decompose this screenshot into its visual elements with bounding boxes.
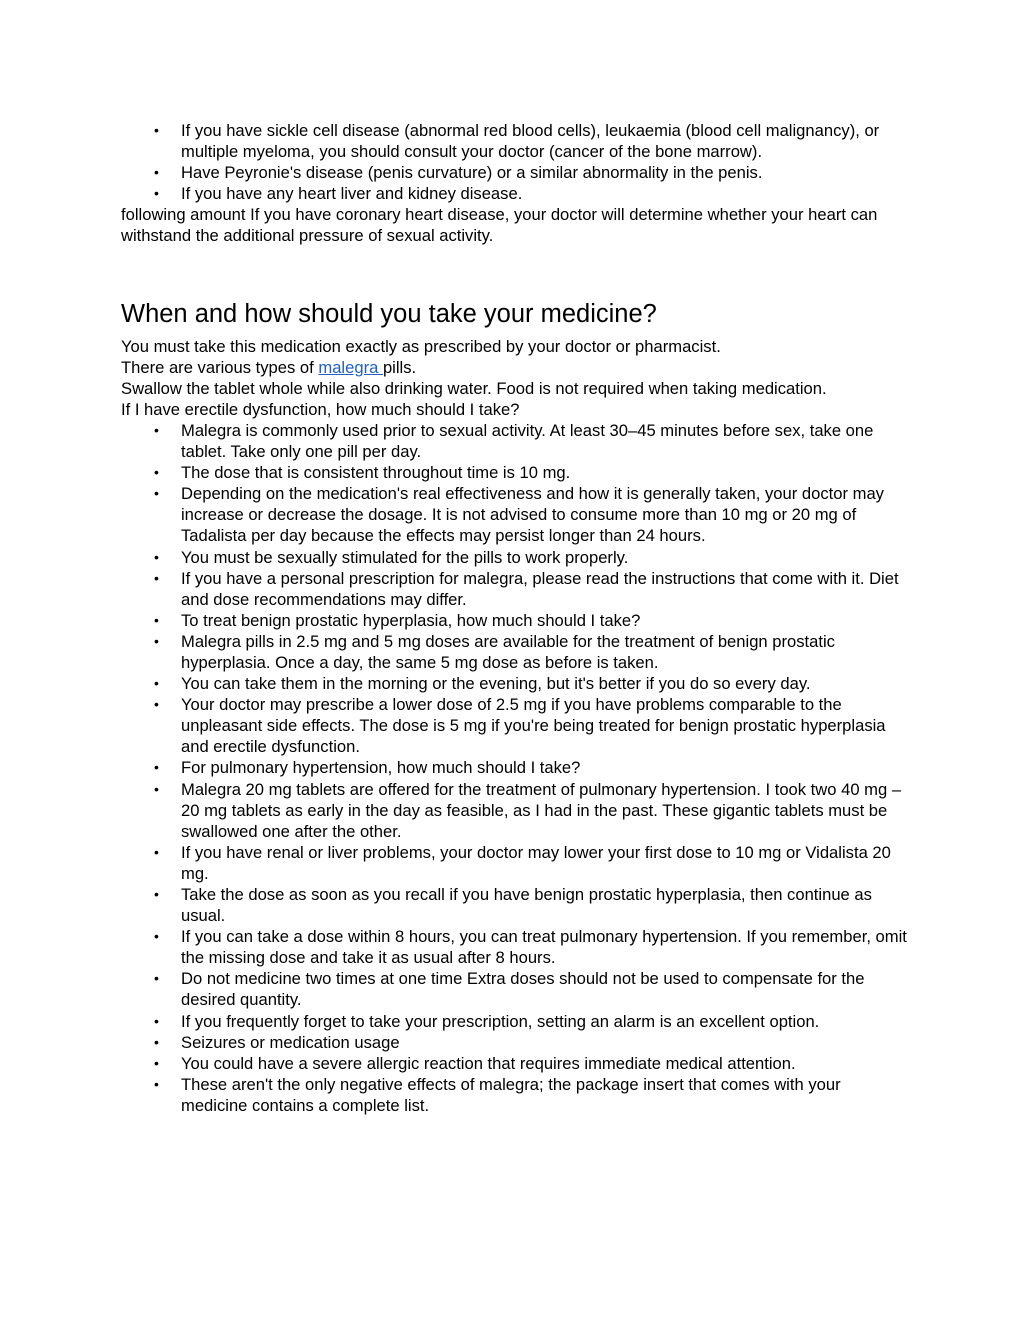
spacer bbox=[121, 247, 911, 299]
list-item-text: The dose that is consistent throughout time is 10 mg. bbox=[181, 463, 571, 483]
list-item-text: Depending on the medication's real effectiveness and how it is generally taken, your doctor may increase or decrease the dosage. It is not advised to consume more than 10 mg or 20 mg of Tadalista per day because the effects may persist longer than 24 hours. bbox=[181, 484, 884, 546]
bullet-icon: • bbox=[154, 1012, 159, 1029]
list-item-text: Seizures or medication usage bbox=[181, 1032, 400, 1052]
list-item bbox=[121, 926, 911, 968]
list-item-text: If you have renal or liver problems, your doctor may lower your first dose to 10 mg or Vidalista 20 mg. bbox=[181, 842, 891, 883]
bullet-icon: • bbox=[154, 970, 159, 987]
list-item-text: If you frequently forget to take your prescription, setting an alarm is an excellent option. bbox=[181, 1011, 820, 1031]
list-item bbox=[121, 462, 911, 483]
bullet-icon: • bbox=[154, 1054, 159, 1071]
list-item bbox=[121, 1074, 911, 1116]
list-item bbox=[121, 1053, 911, 1074]
list-item bbox=[121, 420, 911, 462]
bullet-icon: • bbox=[154, 886, 159, 902]
bullet-icon: • bbox=[154, 843, 159, 860]
list-item bbox=[121, 610, 911, 631]
list-item-text: You can take them in the morning or the evening, but it's better if you do so every day. bbox=[181, 674, 811, 694]
bullet-icon: • bbox=[154, 122, 159, 138]
bullet-icon: • bbox=[154, 928, 159, 945]
bullet-icon: • bbox=[154, 759, 159, 776]
bullet-icon: • bbox=[154, 632, 159, 649]
list-item-text: If you have a personal prescription for malegra, please read the instructions that come with it. Diet and dose recommendations may differ. bbox=[181, 568, 899, 609]
intro-line-4: If I have erectile dysfunction, how much should I take? bbox=[121, 399, 520, 419]
list-item bbox=[121, 120, 911, 162]
list-item-text: You must be sexually stimulated for the pills to work properly. bbox=[181, 547, 629, 567]
bullet-icon: • bbox=[154, 548, 159, 565]
bullet-icon: • bbox=[154, 696, 159, 713]
bullet-icon: • bbox=[154, 464, 159, 481]
list-item-text: Malegra is commonly used prior to sexual activity. At least 30–45 minutes before sex, take one tablet. Take only one pill per day. bbox=[181, 420, 874, 462]
list-item-text: Take the dose as soon as you recall if you have benign prostatic hyperplasia, then continue as usual. bbox=[181, 885, 872, 926]
intro-line-2 bbox=[121, 357, 911, 378]
list-item-text: Have Peyronie's disease (penis curvature) or a similar abnormality in the penis. bbox=[181, 163, 763, 183]
malegra-link[interactable]: malegra bbox=[318, 357, 383, 377]
list-item bbox=[121, 162, 911, 183]
list-item bbox=[121, 779, 911, 842]
list-item bbox=[121, 884, 911, 926]
list-item-text: You could have a severe allergic reaction that requires immediate medical attention. bbox=[181, 1053, 796, 1073]
list-item bbox=[121, 968, 911, 1010]
list-item bbox=[121, 1011, 911, 1032]
bullet-icon: • bbox=[154, 611, 159, 628]
list-item bbox=[121, 631, 911, 673]
list-item bbox=[121, 483, 911, 546]
intro-line-3: Swallow the tablet whole while also drinking water. Food is not required when taking medication. bbox=[121, 378, 827, 398]
list-item-text: Malegra pills in 2.5 mg and 5 mg doses are available for the treatment of benign prostatic hyperplasia. Once a day, the same 5 mg dose as before is taken. bbox=[181, 631, 835, 672]
bullet-icon: • bbox=[154, 485, 159, 502]
bullet-icon: • bbox=[154, 185, 159, 202]
list-item-text: If you have sickle cell disease (abnormal red blood cells), leukaemia (blood cell malignancy), or multiple myeloma, you should consult your doctor (cancer of the bone marrow). bbox=[181, 121, 880, 162]
main-bullet-list bbox=[121, 420, 911, 1116]
list-item-text: Your doctor may prescribe a lower dose of 2.5 mg if you have problems comparable to the unpleasant side effects. The dose is 5 mg if you're being treated for benign prostatic hyperplasia and erectile dysfunction. bbox=[181, 695, 886, 757]
list-item-text: Do not medicine two times at one time Extra doses should not be used to compensate for the desired quantity. bbox=[181, 969, 865, 1010]
page-content bbox=[121, 120, 911, 1116]
list-item bbox=[121, 1032, 911, 1053]
list-item-text: Malegra 20 mg tablets are offered for the treatment of pulmonary hypertension. I took two 40 mg – 20 mg tablets as early in the day as feasible, as I had in the past. These gigantic tablets must be swallowed one after the other. bbox=[181, 779, 902, 841]
top-bullet-list bbox=[121, 120, 911, 204]
list-item-text: For pulmonary hypertension, how much should I take? bbox=[181, 758, 581, 778]
bullet-icon: • bbox=[154, 164, 159, 181]
list-item bbox=[121, 547, 911, 568]
intro-line-1: You must take this medication exactly as prescribed by your doctor or pharmacist. bbox=[121, 336, 721, 356]
bullet-icon: • bbox=[154, 1075, 159, 1092]
section-heading: When and how should you take your medicine? bbox=[121, 299, 657, 328]
intro-line-2-after: pills. bbox=[382, 357, 417, 377]
list-item bbox=[121, 673, 911, 694]
bullet-icon: • bbox=[154, 421, 159, 438]
list-item bbox=[121, 568, 911, 610]
list-item bbox=[121, 842, 911, 884]
following-paragraph: following amount If you have coronary heart disease, your doctor will determine whether your heart can withstand the additional pressure of sexual activity. bbox=[121, 205, 878, 246]
bullet-icon: • bbox=[154, 780, 159, 797]
list-item-text: If you have any heart liver and kidney disease. bbox=[181, 184, 523, 204]
bullet-icon: • bbox=[154, 569, 159, 586]
list-item bbox=[121, 757, 911, 778]
list-item-text: These aren't the only negative effects of malegra; the package insert that comes with your medicine contains a complete list. bbox=[181, 1074, 841, 1115]
list-item bbox=[121, 183, 911, 204]
list-item bbox=[121, 694, 911, 757]
bullet-icon: • bbox=[154, 1033, 159, 1050]
bullet-icon: • bbox=[154, 675, 159, 692]
list-item-text: If you can take a dose within 8 hours, you can treat pulmonary hypertension. If you remember, omit the missing dose and take it as usual after 8 hours. bbox=[181, 927, 907, 968]
list-item-text: To treat benign prostatic hyperplasia, how much should I take? bbox=[181, 610, 641, 630]
intro-line-2-before: There are various types of bbox=[121, 357, 319, 377]
